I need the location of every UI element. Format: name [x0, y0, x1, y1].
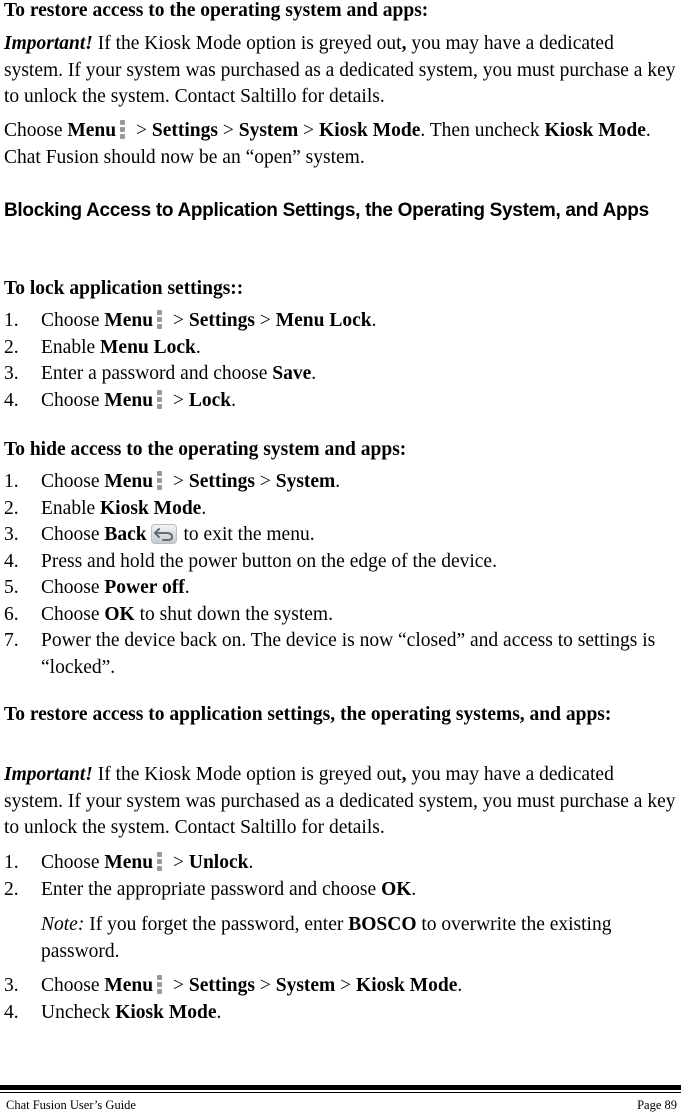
step-text: Choose	[41, 975, 105, 996]
step-number: 1.	[4, 471, 19, 492]
sep: >	[168, 389, 189, 411]
step-text: Press and hold the power button on the edge of the device.	[41, 550, 497, 572]
ok-term: OK	[104, 603, 135, 625]
back-arrow-icon	[151, 524, 177, 544]
sep: >	[254, 310, 276, 331]
menu-icon	[156, 852, 164, 871]
step-end: .	[248, 852, 254, 873]
step-number: 3.	[4, 363, 19, 384]
step-number: 1.	[4, 310, 19, 331]
step-end: .	[195, 336, 201, 358]
menu-term: Menu	[104, 310, 154, 331]
sep: >	[254, 975, 276, 996]
step-text: Choose	[41, 524, 105, 545]
important-text-a: If the Kiosk Mode option is greyed out	[92, 33, 402, 54]
step-text: Choose	[41, 389, 105, 411]
then-text: . Then uncheck	[420, 120, 545, 141]
important-label: Important!	[4, 33, 93, 54]
lock-term: Lock	[188, 389, 232, 411]
tail-text: . Chat Fusion should now be an “open” system.	[4, 120, 651, 168]
password-note	[41, 912, 661, 965]
kiosk-mode-term: Kiosk Mode	[319, 120, 421, 141]
menu-icon	[156, 975, 164, 994]
step-end: .	[371, 310, 377, 331]
step-number: 5.	[4, 577, 19, 598]
step-end: .	[231, 389, 237, 411]
step-number: 4.	[4, 389, 19, 411]
step-text: Enter a password and choose	[41, 363, 273, 384]
power-off-term: Power off	[104, 577, 185, 598]
hide-steps-list	[4, 469, 676, 681]
step-number: 3.	[4, 975, 19, 996]
menu-icon	[156, 390, 164, 409]
sep: >	[254, 471, 276, 492]
list-item	[4, 628, 676, 681]
restore-steps-list-b	[4, 973, 676, 1026]
menu-term: Menu	[67, 120, 117, 141]
step-text: Choose	[41, 852, 105, 873]
menu-lock-term: Menu Lock	[275, 310, 372, 331]
step-number: 2.	[4, 497, 19, 519]
menu-term: Menu	[104, 852, 154, 873]
note-text-a: If you forget the password, enter	[84, 914, 349, 935]
kiosk-mode-term: Kiosk Mode	[544, 120, 646, 141]
menu-term: Menu	[104, 389, 154, 411]
kiosk-mode-term: Kiosk Mode	[100, 497, 202, 519]
note-label: Note:	[41, 914, 85, 935]
step-end: .	[457, 975, 463, 996]
sep: >	[131, 120, 152, 141]
lock-steps-list	[4, 308, 676, 414]
list-item	[4, 361, 676, 388]
important-comma: ,	[401, 33, 407, 54]
step-number: 4.	[4, 1001, 19, 1023]
step-number: 1.	[4, 852, 19, 873]
menu-lock-term: Menu Lock	[100, 336, 196, 358]
step-text: Choose	[41, 471, 105, 492]
step-end: to shut down the system.	[134, 603, 333, 625]
step-end: .	[216, 1001, 222, 1023]
list-item	[4, 850, 676, 877]
list-item	[4, 1000, 676, 1027]
system-term: System	[275, 471, 336, 492]
step-text: Enter the appropriate password and choose	[41, 878, 382, 900]
list-item	[4, 335, 676, 362]
system-term: System	[275, 975, 336, 996]
settings-term: Settings	[188, 310, 255, 331]
step-number: 3.	[4, 524, 19, 545]
ok-term: OK	[381, 878, 412, 900]
important-text-b: you may have a dedicated system. If your system was purchased as a dedicated system, you must purchase a key to unlock the system. Contact Saltillo for details.	[4, 33, 676, 107]
menu-icon	[119, 120, 127, 139]
step-end: to exit the menu.	[178, 524, 315, 545]
step-number: 4.	[4, 550, 19, 572]
list-item	[4, 877, 676, 904]
sep: >	[217, 120, 239, 141]
sep: >	[168, 852, 189, 873]
list-item	[4, 575, 676, 602]
footer-rule-thin	[0, 1092, 681, 1093]
restore-os-heading: To restore access to the operating system and apps:	[4, 0, 429, 21]
menu-term: Menu	[104, 975, 154, 996]
page-footer	[6, 1097, 677, 1113]
step-text: Enable	[41, 336, 101, 358]
step-end: .	[311, 363, 317, 384]
step-end: .	[184, 577, 190, 598]
list-item	[4, 602, 676, 629]
step-text: Uncheck	[41, 1001, 116, 1023]
important-paragraph-2	[4, 762, 676, 842]
blocking-access-heading: Blocking Access to Application Settings, the Operating System, and Apps	[4, 200, 649, 221]
restore-os-instructions	[4, 118, 676, 171]
sep: >	[335, 975, 357, 996]
step-number: 2.	[4, 878, 19, 900]
step-end: .	[411, 878, 417, 900]
note-text-b: to overwrite the existing password.	[41, 914, 612, 962]
step-text: Power the device back on. The device is now “closed” and access to settings is “locked”.	[41, 630, 656, 678]
sep: >	[168, 975, 189, 996]
important-paragraph-1	[4, 31, 676, 111]
kiosk-mode-term: Kiosk Mode	[115, 1001, 217, 1023]
step-text: Choose	[41, 603, 105, 625]
bosco-code: BOSCO	[348, 914, 417, 935]
choose-text: Choose	[4, 120, 68, 141]
step-number: 7.	[4, 630, 19, 651]
sep: >	[168, 471, 189, 492]
kiosk-mode-term: Kiosk Mode	[356, 975, 458, 996]
important-comma: ,	[401, 764, 407, 785]
step-end: .	[201, 497, 207, 519]
step-text: Enable	[41, 497, 101, 519]
list-item	[4, 469, 676, 496]
list-item	[4, 496, 676, 523]
menu-icon	[156, 471, 164, 490]
list-item	[4, 388, 676, 415]
sep: >	[168, 310, 189, 331]
step-text: Choose	[41, 577, 105, 598]
settings-term: Settings	[151, 120, 218, 141]
menu-term: Menu	[104, 471, 154, 492]
list-item	[4, 549, 676, 576]
step-number: 6.	[4, 603, 19, 625]
list-item	[4, 522, 676, 549]
system-term: System	[238, 120, 299, 141]
step-number: 2.	[4, 336, 19, 358]
important-label: Important!	[4, 764, 93, 785]
settings-term: Settings	[188, 471, 255, 492]
save-term: Save	[272, 363, 312, 384]
footer-page-number: Page 89	[637, 1098, 677, 1112]
restore-steps-list-a	[4, 850, 676, 903]
list-item	[4, 973, 676, 1000]
footer-guide-title: Chat Fusion User’s Guide	[6, 1098, 136, 1112]
restore-settings-heading: To restore access to application settings, the operating systems, and apps:	[4, 704, 612, 725]
lock-settings-heading: To lock application settings::	[4, 278, 244, 299]
hide-access-heading: To hide access to the operating system and apps:	[4, 439, 407, 460]
step-text: Choose	[41, 310, 105, 331]
step-end: .	[335, 471, 341, 492]
settings-term: Settings	[188, 975, 255, 996]
footer-rule-thick	[0, 1085, 681, 1090]
menu-icon	[156, 310, 164, 329]
important-text-b: you may have a dedicated system. If your system was purchased as a dedicated system, you must purchase a key to unlock the system. Contact Saltillo for details.	[4, 764, 676, 838]
sep: >	[298, 120, 320, 141]
important-text-a: If the Kiosk Mode option is greyed out	[92, 764, 402, 785]
back-term: Back	[104, 524, 147, 545]
unlock-term: Unlock	[188, 852, 249, 873]
list-item	[4, 308, 676, 335]
